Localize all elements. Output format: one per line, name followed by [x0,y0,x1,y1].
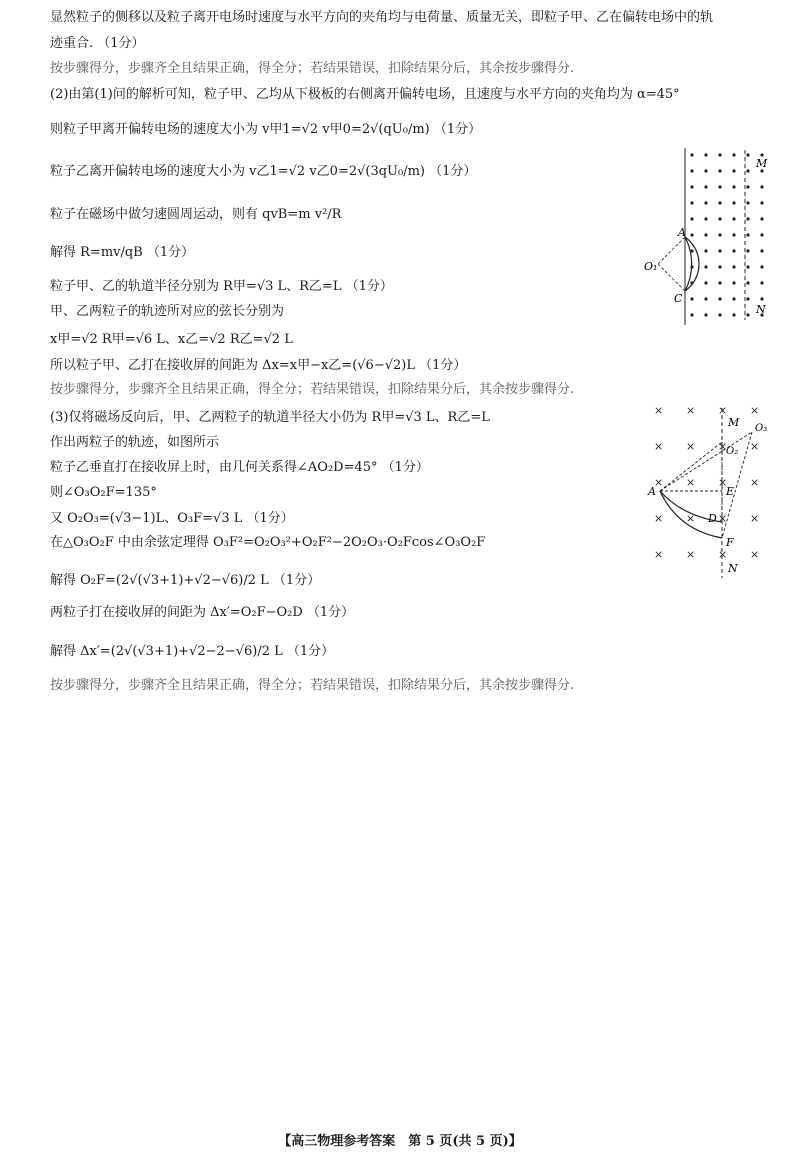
field-dot [704,265,707,268]
field-dot [746,281,749,284]
field-dot [718,265,721,268]
field-dot [704,281,707,284]
page-footer: 【高三物理参考答案 第 5 页(共 5 页)】 [278,1134,522,1149]
field-dot [732,233,735,236]
field-cross: × [654,404,664,417]
field-dot [690,153,693,156]
field-cross: × [718,440,728,453]
text-line: 迹重合. （1分） [50,36,145,51]
field-cross: × [654,476,664,489]
field-dot [718,281,721,284]
field-dot [718,169,721,172]
field-dot [760,185,763,188]
field-dot [690,233,693,236]
field-dot [732,153,735,156]
field-cross: × [750,548,760,561]
field-dot [746,233,749,236]
figure-field-out [640,145,780,330]
text-line: 则粒子甲离开偏转电场的速度大小为 v甲1=√2 v甲0=2√(qU₀/m) （1分） [50,122,482,137]
label-c: C [674,292,683,305]
field-dot [690,297,693,300]
text-line: 显然粒子的侧移以及粒子离开电场时速度与水平方向的夹角均与电荷量、质量无关，即粒子甲、乙在偏转电场中的轨 [50,10,714,25]
field-cross: × [686,404,696,417]
scoring-note: 按步骤得分，步骤齐全且结果正确，得全分；若结果错误，扣除结果分后，其余按步骤得分. [50,61,575,76]
field-dot [746,265,749,268]
label-e: E [726,485,735,498]
field-dot [718,185,721,188]
field-dot [746,153,749,156]
field-dot [760,233,763,236]
field-dot [746,313,749,316]
text-line: 粒子乙离开偏转电场的速度大小为 v乙1=√2 v乙0=2√(3qU₀/m) （1分） [50,164,477,179]
text-line: 解得 Δx′=(2√(√3+1)+√2−2−√6)/2 L （1分） [50,644,335,659]
text-line: (3)仅将磁场反向后，甲、乙两粒子的轨道半径大小仍为 R甲=√3 L、R乙=L [50,410,490,425]
label-n: N [756,303,766,316]
field-dot [704,249,707,252]
scoring-note: 按步骤得分，步骤齐全且结果正确，得全分；若结果错误，扣除结果分后，其余按步骤得分. [50,382,575,397]
field-dot [718,297,721,300]
field-dot [704,217,707,220]
radius-line [658,237,685,264]
field-dot [704,313,707,316]
field-dot [690,185,693,188]
field-dot [704,201,707,204]
field-cross: × [686,476,696,489]
label-o3: O₃ [755,423,768,434]
field-cross: × [654,512,664,525]
text-line: x甲=√2 R甲=√6 L、x乙=√2 R乙=√2 L [50,332,293,347]
field-dot [732,217,735,220]
field-dot [760,249,763,252]
field-dot [746,249,749,252]
field-dot [732,313,735,316]
field-dots [690,153,763,316]
field-dot [760,217,763,220]
field-dot [704,185,707,188]
label-d: D [708,512,717,525]
field-dot [746,201,749,204]
text-line: 则∠O₃O₂F=135° [50,485,157,500]
label-a: A [678,226,686,239]
field-cross: × [718,512,728,525]
field-dot [718,313,721,316]
field-dot [760,297,763,300]
field-cross: × [686,548,696,561]
field-dot [718,249,721,252]
field-dot [690,217,693,220]
field-dot [732,265,735,268]
label-a: A [648,485,656,498]
field-dot [760,281,763,284]
field-dot [704,233,707,236]
scoring-note: 按步骤得分，步骤齐全且结果正确，得全分；若结果错误，扣除结果分后，其余按步骤得分. [50,678,575,693]
text-line: 甲、乙两粒子的轨迹所对应的弦长分别为 [50,304,285,319]
field-cross: × [750,404,760,417]
field-cross: × [686,440,696,453]
field-dot [732,249,735,252]
field-dot [718,201,721,204]
field-dot [718,153,721,156]
field-dot [732,281,735,284]
label-m: M [728,416,740,429]
text-line: 粒子乙垂直打在接收屏上时，由几何关系得∠AO₂D=45° （1分） [50,460,429,475]
field-cross: × [718,476,728,489]
label-f: F [726,536,734,549]
field-dot [760,265,763,268]
label-o2: O₂ [726,446,739,457]
field-cross: × [654,440,664,453]
field-dot [704,297,707,300]
radius-line [658,264,685,291]
field-dot [746,297,749,300]
field-cross: × [654,548,664,561]
text-line: 解得 R=mv/qB （1分） [50,245,195,260]
field-dot [690,313,693,316]
field-cross: × [718,548,728,561]
text-line: 所以粒子甲、乙打在接收屏的间距为 Δx=x甲−x乙=(√6−√2)L （1分） [50,358,467,373]
text-line: 两粒子打在接收屏的间距为 Δx′=O₂F−O₂D （1分） [50,605,355,620]
field-dot [746,169,749,172]
label-o1: O₁ [644,260,658,273]
label-n: N [728,562,738,575]
field-dot [704,169,707,172]
field-dot [704,153,707,156]
text-line: 粒子甲、乙的轨道半径分别为 R甲=√3 L、R乙=L （1分） [50,279,393,294]
field-dot [760,201,763,204]
field-cross: × [750,512,760,525]
field-dot [718,233,721,236]
field-cross: × [750,476,760,489]
field-dot [732,185,735,188]
field-cross: × [750,440,760,453]
field-dot [732,297,735,300]
field-crosses [654,404,759,561]
label-m: M [756,157,768,170]
text-line: 在△O₃O₂F 中由余弦定理得 O₃F²=O₂O₃²+O₂F²−2O₂O₃·O₂Fcos∠O₃O₂F [50,535,486,550]
field-dot [690,201,693,204]
text-line: (2)由第(1)问的解析可知，粒子甲、乙均从下极板的右侧离开偏转电场，且速度与水平方向的夹角均为 α=45° [50,87,680,102]
text-line: 粒子在磁场中做匀速圆周运动，则有 qvB=m v²/R [50,207,342,222]
field-dot [732,201,735,204]
field-cross: × [686,512,696,525]
text-line: 解得 O₂F=(2√(√3+1)+√2−√6)/2 L （1分） [50,573,321,588]
text-line: 又 O₂O₃=(√3−1)L、O₃F=√3 L （1分） [50,511,294,526]
field-dot [746,185,749,188]
text-line: 作出两粒子的轨迹，如图所示 [50,435,220,450]
figure-field-in [640,398,780,583]
field-dot [718,217,721,220]
field-cross: × [718,404,728,417]
field-dot [732,169,735,172]
field-dot [746,217,749,220]
field-dot [690,169,693,172]
